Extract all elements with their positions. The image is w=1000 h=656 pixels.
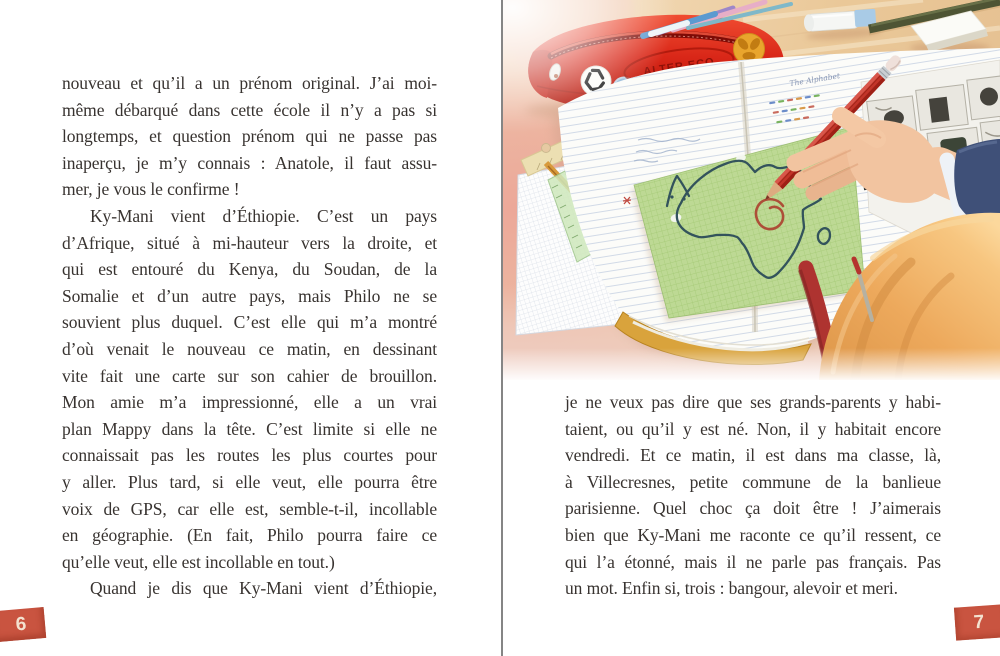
- page-number-7-label: 7: [972, 611, 985, 633]
- text-line: y aller. Plus tard, si elle veut, elle pourra être: [62, 471, 437, 492]
- illustration-drawing-map: [503, 0, 1000, 380]
- text-line: je ne veux pas dire que ses grands-parents y habi-: [565, 392, 941, 412]
- text-line: en géographie. (En fait, Philo pourra faire ce: [62, 525, 437, 546]
- text-line: qui l’a étonné, mais il ne parle pas français. Pas: [565, 551, 941, 572]
- page-number-6-label: 6: [14, 613, 28, 635]
- text-line: qui est entouré du Kenya, du Soudan, de la: [62, 259, 437, 280]
- text-line: même débarqué dans cette école il n’y a pas si: [62, 99, 437, 120]
- text-line: mer, je vous le confirme !: [62, 179, 240, 200]
- text-line: un mot. Enfin si, trois : bangour, alevoir et meri.: [565, 578, 898, 599]
- text-line: Quand je dis que Ky-Mani vient d’Éthiopie,: [90, 578, 437, 599]
- text-line: vendredi. Et ce matin, il est dans ma classe, là,: [565, 445, 941, 466]
- text-line: à Villecresnes, petite commune de la banlieue: [565, 471, 941, 492]
- text-line: d’où venait le nouveau ce matin, en dessinant: [62, 338, 437, 359]
- text-line: connaissait pas les routes les plus courtes pour: [62, 445, 437, 466]
- text-line: longtemps, et question prénom qui ne passe pas: [62, 126, 437, 147]
- page-number-7: [954, 604, 1000, 640]
- text-line: Somalie et d’un autre pays, mais Philo ne se: [62, 285, 437, 306]
- text-line: vite fait une carte sur son cahier de brouillon.: [62, 365, 437, 386]
- text-line: Mon amie m’a impressionné, elle a un vrai: [62, 392, 437, 413]
- text-line: voix de GPS, car elle est, semble-t-il, incollable: [62, 498, 437, 519]
- text-line: Ky-Mani vient d’Éthiopie. C’est un pays: [90, 205, 437, 226]
- page-7-text: [565, 389, 941, 602]
- text-line: parisienne. Quel choc ça doit être ! J’aimerais: [565, 498, 941, 519]
- white-fade-bottom: [503, 348, 1000, 380]
- text-line: d’Afrique, situé à mi-hauteur vers la droite, et: [62, 232, 437, 253]
- text-line: inaperçu, je m’y connais : Anatole, il faut assu-: [62, 152, 437, 173]
- text-line: nouveau et qu’il a un prénom original. J’ai moi-: [62, 73, 437, 93]
- page-number-6: [0, 607, 46, 642]
- white-fade-corner: [503, 0, 1000, 380]
- text-line: plan Mappy dans la tête. C’est limite si elle ne: [62, 418, 437, 439]
- text-line: bien que Ky-Mani me raconte ce qu’il ressent, ce: [565, 524, 941, 545]
- page-6-text: [62, 70, 437, 602]
- text-line: taient, ou qu’il y est né. Non, il y habitait encore: [565, 418, 941, 439]
- text-line: qu’elle veut, elle est incollable en tout.): [62, 551, 335, 572]
- text-line: souvient plus duquel. C’est elle qui m’a montré: [62, 312, 437, 333]
